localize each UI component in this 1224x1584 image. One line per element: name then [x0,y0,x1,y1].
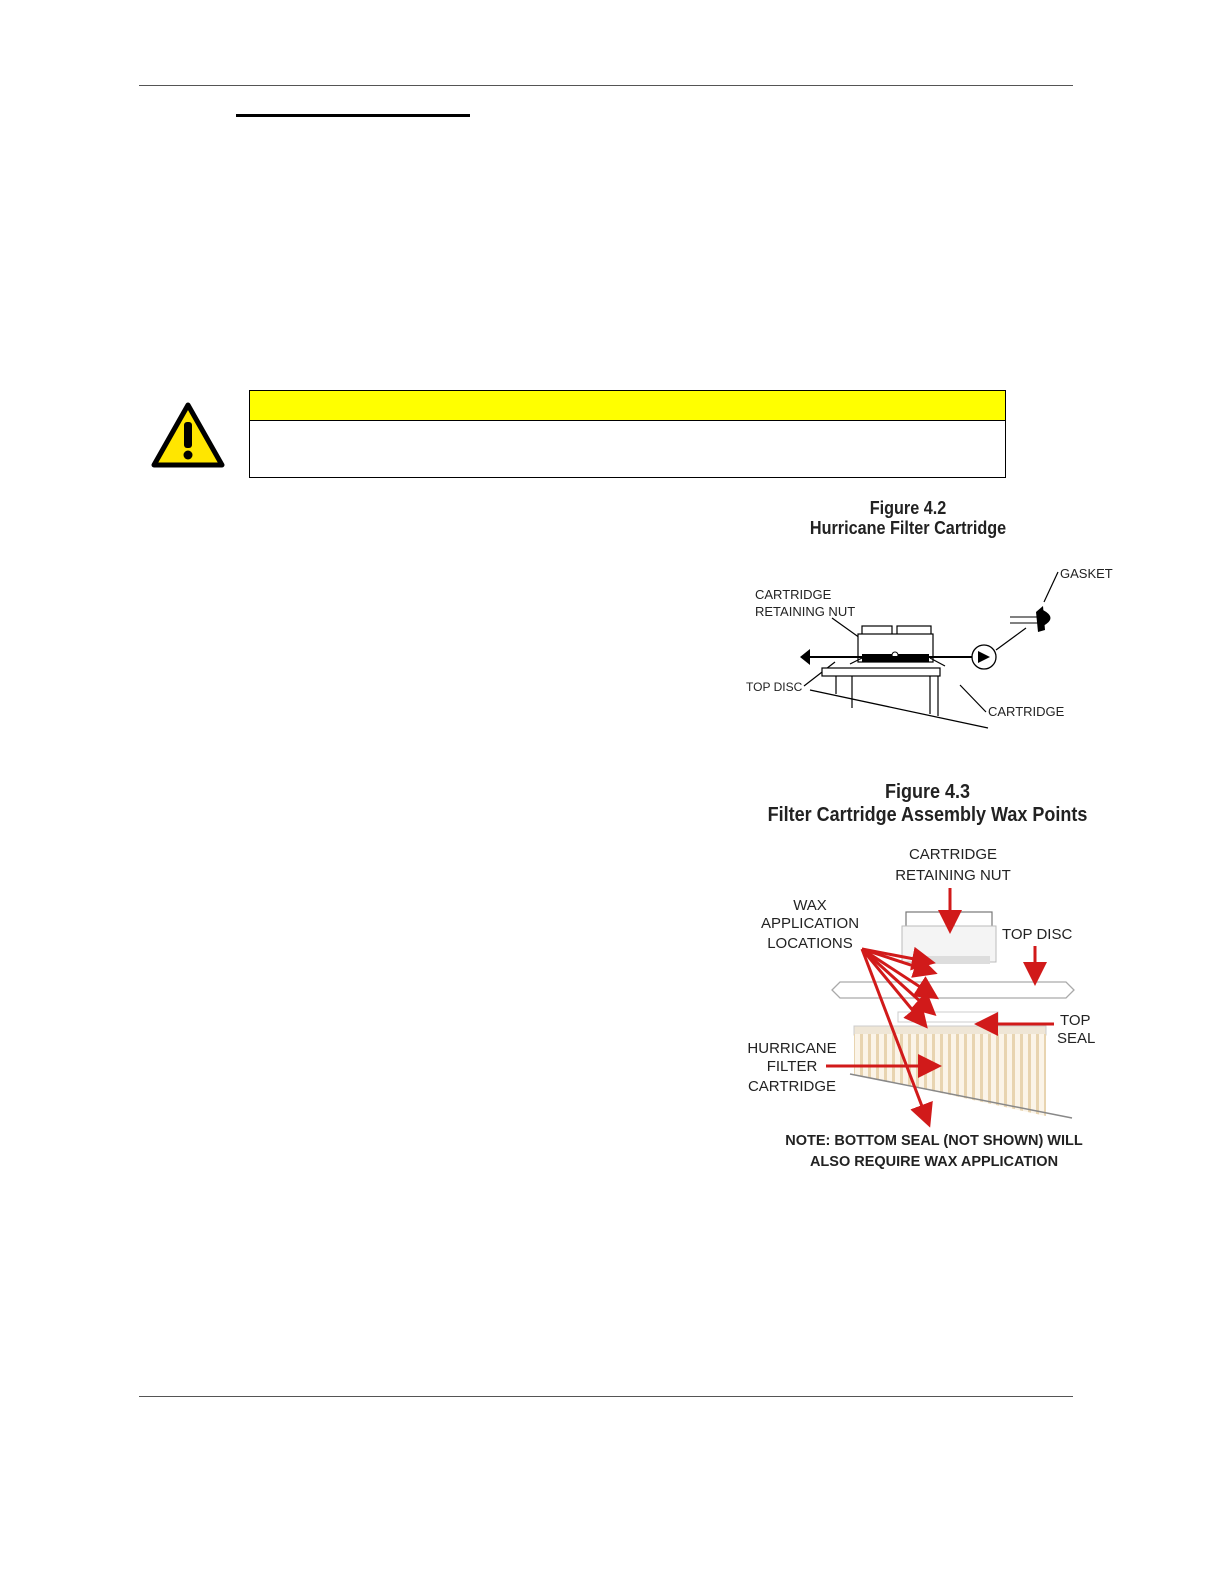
figure-4-2-caption [793,498,1023,538]
hurricane-label-line1: HURRICANE [747,1040,837,1057]
hurricane-label-line3: CARTRIDGE [747,1078,837,1095]
top-seal-label-line2: SEAL [1057,1030,1096,1047]
warning-triangle-icon [151,402,225,468]
figure-4-2-number: Figure 4.2 [869,498,947,518]
top-disc-label: TOP DISC [746,680,803,694]
caution-header-bar [250,391,1005,421]
gasket-label: GASKET [1060,566,1113,581]
caution-box [249,390,1006,478]
section-heading-underline [236,114,470,117]
figure-4-2-title: Hurricane Filter Cartridge [809,518,1007,538]
footer-rule [139,1396,1073,1397]
wax-label-line3: LOCATIONS [767,935,853,952]
figure-4-2-diagram [740,560,1120,735]
hurricane-label-line2: FILTER [766,1058,818,1075]
figure-4-3-diagram [740,838,1120,1178]
retaining-nut-label-line2: RETAINING NUT [755,604,856,619]
retaining-nut-label-line1: CARTRIDGE [755,587,832,602]
note-line2: ALSO REQUIRE WAX APPLICATION [809,1154,1059,1170]
wax-label-line2: APPLICATION [760,915,860,932]
top-disc-label: TOP DISC [1002,926,1073,943]
figure-4-3-caption [759,781,1097,827]
wax-label-line1: WAX [793,897,827,914]
figure-4-3-title: Filter Cartridge Assembly Wax Points [767,804,1088,826]
retaining-nut-label-line1: CARTRIDGE [908,846,998,863]
header-rule [139,85,1073,86]
cartridge-label: CARTRIDGE [988,704,1065,719]
top-seal-label-line1: TOP [1060,1012,1091,1029]
figure-4-3-number: Figure 4.3 [884,781,971,803]
retaining-nut-label-line2: RETAINING NUT [895,867,1011,884]
note-line1: NOTE: BOTTOM SEAL (NOT SHOWN) WILL [785,1133,1083,1149]
